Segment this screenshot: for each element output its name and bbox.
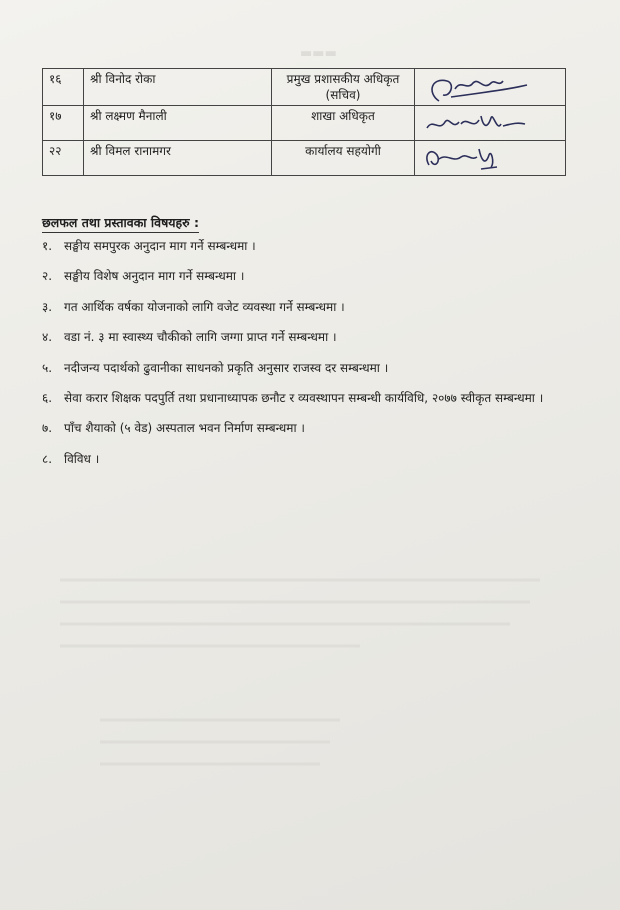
handwritten-signature: [421, 143, 531, 173]
handwritten-signature: [421, 108, 531, 138]
attendance-table: [42, 68, 566, 176]
item-text: पाँच शैयाको (५ वेड) अस्पताल भवन निर्माण सम्बन्धमा ।: [64, 421, 305, 436]
serial-number: १६: [43, 69, 84, 106]
item-number: २.: [42, 269, 53, 284]
bleed-through-lines: [60, 560, 560, 820]
item-number: ७.: [42, 421, 53, 436]
item-text: सेवा करार शिक्षक पदपुर्ति तथा प्रधानाध्यापक छनौट र व्यवस्थापन सम्बन्धी कार्यविधि, २०७७ स्वीकृत सम्बन्धमा ।: [64, 390, 544, 405]
serial-number: २२: [43, 141, 84, 176]
table-row: [43, 106, 566, 141]
list-item: [42, 390, 562, 407]
signature-cell: [415, 69, 566, 106]
item-number: ६.: [42, 390, 53, 405]
list-item: [42, 268, 562, 285]
signature-cell: [415, 106, 566, 141]
agenda-list: [42, 238, 562, 481]
bleed-through-marks: ▬▬▬: [300, 46, 337, 61]
item-text: गत आर्थिक वर्षका योजनाको लागि वजेट व्यवस्था गर्ने सम्बन्धमा ।: [64, 299, 345, 314]
list-item: [42, 360, 562, 377]
list-item: [42, 451, 562, 468]
item-number: ४.: [42, 330, 53, 345]
item-text: सङ्घीय समपुरक अनुदान माग गर्ने सम्बन्धमा ।: [64, 239, 256, 253]
item-text: विविध ।: [64, 451, 100, 466]
list-item: [42, 299, 562, 316]
item-number: ३.: [42, 299, 53, 314]
item-text: सङ्घीय विशेष अनुदान माग गर्ने सम्बन्धमा ।: [64, 269, 245, 284]
table-row: [43, 69, 566, 106]
serial-number: १७: [43, 106, 84, 141]
signature-cell: [415, 141, 566, 176]
member-post: [272, 106, 415, 141]
post-line: शाखा अधिकृत: [311, 109, 375, 124]
item-number: ८.: [42, 451, 53, 466]
handwritten-signature: [421, 71, 531, 105]
list-item: [42, 238, 562, 255]
member-post: [272, 141, 415, 176]
list-item: [42, 329, 562, 346]
item-number: ५.: [42, 360, 53, 375]
item-number: १.: [42, 239, 53, 253]
post-line: कार्यालय सहयोगी: [305, 144, 381, 159]
item-text: वडा नं. ३ मा स्वास्थ्य चौकीको लागि जग्गा प्राप्त गर्ने सम्बन्धमा ।: [64, 330, 337, 345]
member-name: श्री विनोद रोका: [84, 69, 272, 106]
list-item: [42, 420, 562, 437]
member-name: श्री लक्ष्मण मैनाली: [84, 106, 272, 141]
item-text: नदीजन्य पदार्थको ढुवानीका साधनको प्रकृति अनुसार राजस्व दर सम्बन्धमा ।: [64, 360, 389, 375]
member-name: श्री विमल रानामगर: [84, 141, 272, 176]
table-row: [43, 141, 566, 176]
agenda-heading: छलफल तथा प्रस्तावका विषयहरु :: [42, 214, 199, 233]
post-line: प्रमुख प्रशासकीय अधिकृत: [286, 72, 400, 86]
post-line: (सचिव): [325, 88, 361, 103]
member-post: [272, 69, 415, 106]
